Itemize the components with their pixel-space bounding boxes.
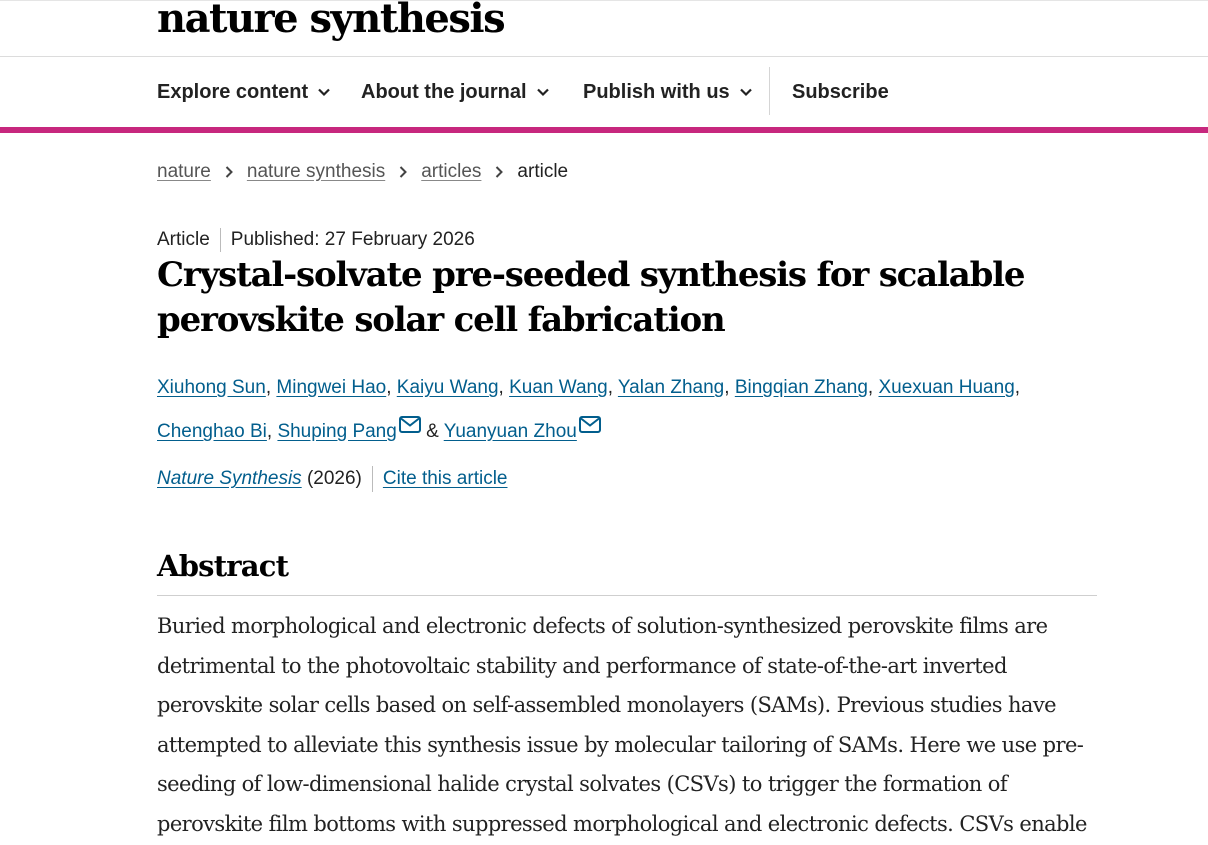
- nav-divider: [769, 67, 770, 115]
- citation-divider: [372, 466, 373, 492]
- author-separator: ,: [867, 377, 879, 398]
- article-title: Crystal-solvate pre-seeded synthesis for scalable perovskite solar cell fabrication: [157, 255, 1025, 340]
- chevron-right-icon: [398, 165, 408, 179]
- author-separator: ,: [386, 377, 397, 398]
- author-link[interactable]: Xiuhong Sun: [157, 377, 266, 398]
- email-icon[interactable]: [399, 408, 421, 425]
- cite-this-article-link[interactable]: Cite this article: [382, 468, 508, 489]
- nav-publish-with-us[interactable]: [583, 57, 753, 127]
- author-separator: ,: [1014, 377, 1026, 398]
- author-separator: ,: [724, 377, 735, 398]
- breadcrumb-current: article: [517, 161, 569, 182]
- author-link[interactable]: Mingwei Hao: [276, 377, 387, 398]
- author-link[interactable]: Bingqian Zhang: [734, 377, 868, 398]
- nav-subscribe-label: Subscribe: [792, 80, 889, 103]
- publication-year: (2026): [301, 468, 362, 489]
- chevron-right-icon: [224, 165, 234, 179]
- article-type: Article: [157, 229, 210, 250]
- nav-about-the-journal-label: About the journal: [361, 80, 527, 103]
- nav-explore-content[interactable]: [157, 57, 331, 127]
- nav-about-the-journal[interactable]: [361, 57, 550, 127]
- citation-line: [157, 466, 508, 492]
- author-link[interactable]: Shuping Pang: [277, 421, 397, 442]
- published-date: Published: 27 February 2026: [230, 229, 475, 250]
- email-icon[interactable]: [579, 408, 601, 425]
- chevron-down-icon: [536, 85, 550, 99]
- author-separator: ,: [265, 377, 277, 398]
- abstract-heading: Abstract: [157, 549, 289, 583]
- breadcrumb-link-articles[interactable]: articles: [421, 161, 482, 182]
- breadcrumb-link-nature[interactable]: nature: [157, 161, 211, 182]
- chevron-down-icon: [739, 85, 753, 99]
- chevron-down-icon: [317, 85, 331, 99]
- nav-explore-content-label: Explore content: [157, 80, 309, 103]
- article-meta: [157, 228, 475, 252]
- author-link[interactable]: Kaiyu Wang: [396, 377, 499, 398]
- author-link[interactable]: Kuan Wang: [509, 377, 608, 398]
- chevron-right-icon: [494, 165, 504, 179]
- journal-link[interactable]: Nature Synthesis: [157, 468, 302, 489]
- abstract-divider: [157, 595, 1097, 596]
- main-nav: [0, 57, 1208, 133]
- journal-logo[interactable]: nature synthesis: [157, 0, 505, 42]
- author-link[interactable]: Xuexuan Huang: [878, 377, 1015, 398]
- author-separator: ,: [498, 377, 510, 398]
- breadcrumb-link-nature-synthesis[interactable]: nature synthesis: [246, 161, 386, 182]
- author-link[interactable]: Chenghao Bi: [157, 421, 267, 442]
- author-separator: ,: [607, 377, 618, 398]
- author-ampersand: &: [420, 421, 444, 442]
- abstract-text: Buried morphological and electronic defects of solution-synthesized perovskite films are detrimental to the photovoltaic stability and performance of state-of-the-art inverted perovskite solar cells based on self-assembled monolayers (SAMs). Previous studies have attempted to alleviate this synthesis issue by molecular tailoring of SAMs. Here we use pre-seeding of low-dimensional halide crystal solvates (CSVs) to trigger the formation of perovskite film bottoms with suppressed morphological and electronic defects. CSVs enable: [157, 614, 1087, 836]
- site-header: [0, 0, 1208, 57]
- author-link[interactable]: Yuanyuan Zhou: [443, 421, 577, 442]
- nav-publish-with-us-label: Publish with us: [583, 80, 730, 103]
- nav-subscribe[interactable]: [792, 57, 889, 127]
- breadcrumb: [157, 158, 568, 186]
- author-link[interactable]: Yalan Zhang: [617, 377, 725, 398]
- meta-divider: [220, 228, 221, 252]
- author-separator: ,: [266, 421, 278, 442]
- author-list: [157, 368, 1097, 452]
